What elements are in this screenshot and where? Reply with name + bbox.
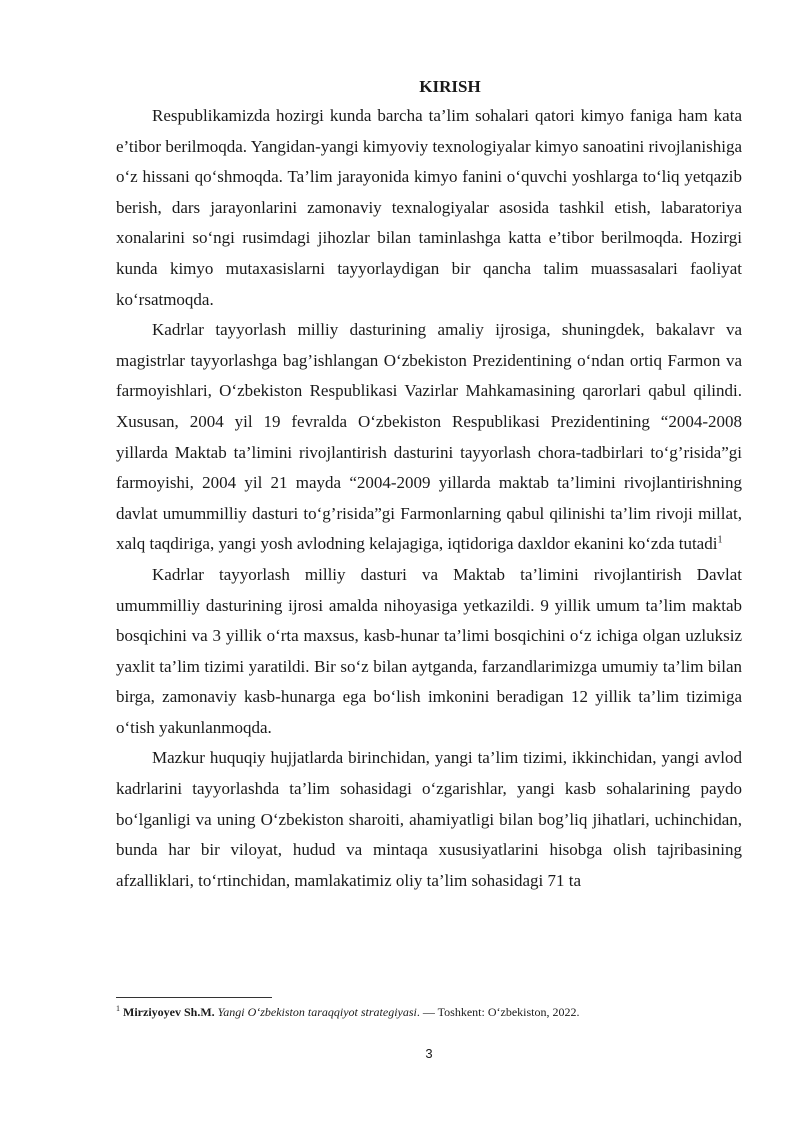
footnote [116,1004,742,1020]
paragraph-1-text: Respublikamizda hozirgi kunda barcha ta’lim sohalari qatori kimyo faniga ham kata e’tibor berilmoqda. Yangidan-yangi kimyoviy texnologiyalar kimyo sanoatini rivojlanishiga o‘z hissani qo‘shmoqda. Ta’lim jarayonida kimyo fanini o‘quvchi yoshlarga to‘liq yetqazib berish, dars jarayonlarini zamonaviy texnalogiyalar asosida tashkil etish, labaratoriya xonalarini so‘ngi rusimdagi jihozlar bilan taminlashga katta e’tibor berilmoqda. Hozirgi kunda kimyo mutaxasislarni tayyorlaydigan bir qancha talim muassasalari faoliyat ko‘rsatmoqda. [116,106,742,309]
paragraph-4 [116,743,742,896]
footnote-title: Yangi O‘zbekiston taraqqiyot strategiyasi [217,1005,417,1019]
footnote-separator [116,997,272,998]
paragraph-1 [116,101,742,315]
paragraph-3-text: Kadrlar tayyorlash milliy dasturi va Maktab ta’limini rivojlantirish Davlat umummilliy dasturining ijrosi amalda nihoyasiga yetkazildi. 9 yillik umum ta’lim maktab bosqichini va 3 yillik o‘rta maxsus, kasb-hunar ta’limi bosqichini o‘z ichiga olgan uzluksiz yaxlit ta’lim tizimi yaratildi. Bir so‘z bilan aytganda, farzandlarimizga umumiy ta’lim bilan birga, zamonaviy kasb-hunarga ega bo‘lish imkonini beradigan 12 yillik ta’lim tizimiga o‘tish yakunlanmoqda. [116,564,742,737]
paragraph-2 [116,315,742,560]
page-number: 3 [425,1046,433,1061]
paragraph-2-text: Kadrlar tayyorlash milliy dasturining amaliy ijrosiga, shuningdek, bakalavr va magistrlar tayyorlashga bag’ishlangan O‘zbekiston Prezidentining o‘ndan ortiq Farmon va farmoyishlari, O‘zbekiston Respublikasi Vazirlar Mahkamasining qarorlari qabul qilindi. Xususan, 2004 yil 19 fevralda O‘zbekiston Respublikasi Prezidentining “2004-2008 yillarda Maktab ta’limini rivojlantirish dasturini tayyorlash chora-tadbirlari to‘g’risida”gi farmoyishi, 2004 yil 21 mayda “2004-2009 yillarda maktab ta’limini rivojlantirishning davlat umummilliy dasturi to‘g’risida”gi Farmonlarning qabul qilinishi ta’lim rivoji millat, xalq taqdiriga, yangi yosh avlodning kelajagiga, iqtidoriga daxldor ekanini ko‘zda tutadi [116,320,742,554]
footnote-reference[interactable]: 1 [717,534,723,546]
paragraph-3 [116,560,742,744]
footnote-rest: . — Toshkent: O‘zbekiston, 2022. [416,1005,580,1019]
page-heading: KIRISH [419,77,481,96]
page-body [116,76,742,896]
footnote-mark: 1 [116,1004,120,1013]
footnote-author: Mirziyoyev Sh.M. [123,1005,215,1019]
paragraph-4-text: Mazkur huquqiy hujjatlarda birinchidan, yangi ta’lim tizimi, ikkinchidan, yangi avlod kadrlarini tayyorlashda ta’lim sohasidagi o‘zgarishlar, yangi kasb sohalarining paydo bo‘lganligi va uning O‘zbekiston sharoiti, ahamiyatligi bilan bog’liq jihatlari, uchinchidan, bunda har bir viloyat, hudud va mintaqa xususiyatlarini hisobga olish tajribasining afzalliklari, to‘rtinchidan, mamlakatimiz oliy ta’lim sohasidagi 71 ta [116,748,742,890]
